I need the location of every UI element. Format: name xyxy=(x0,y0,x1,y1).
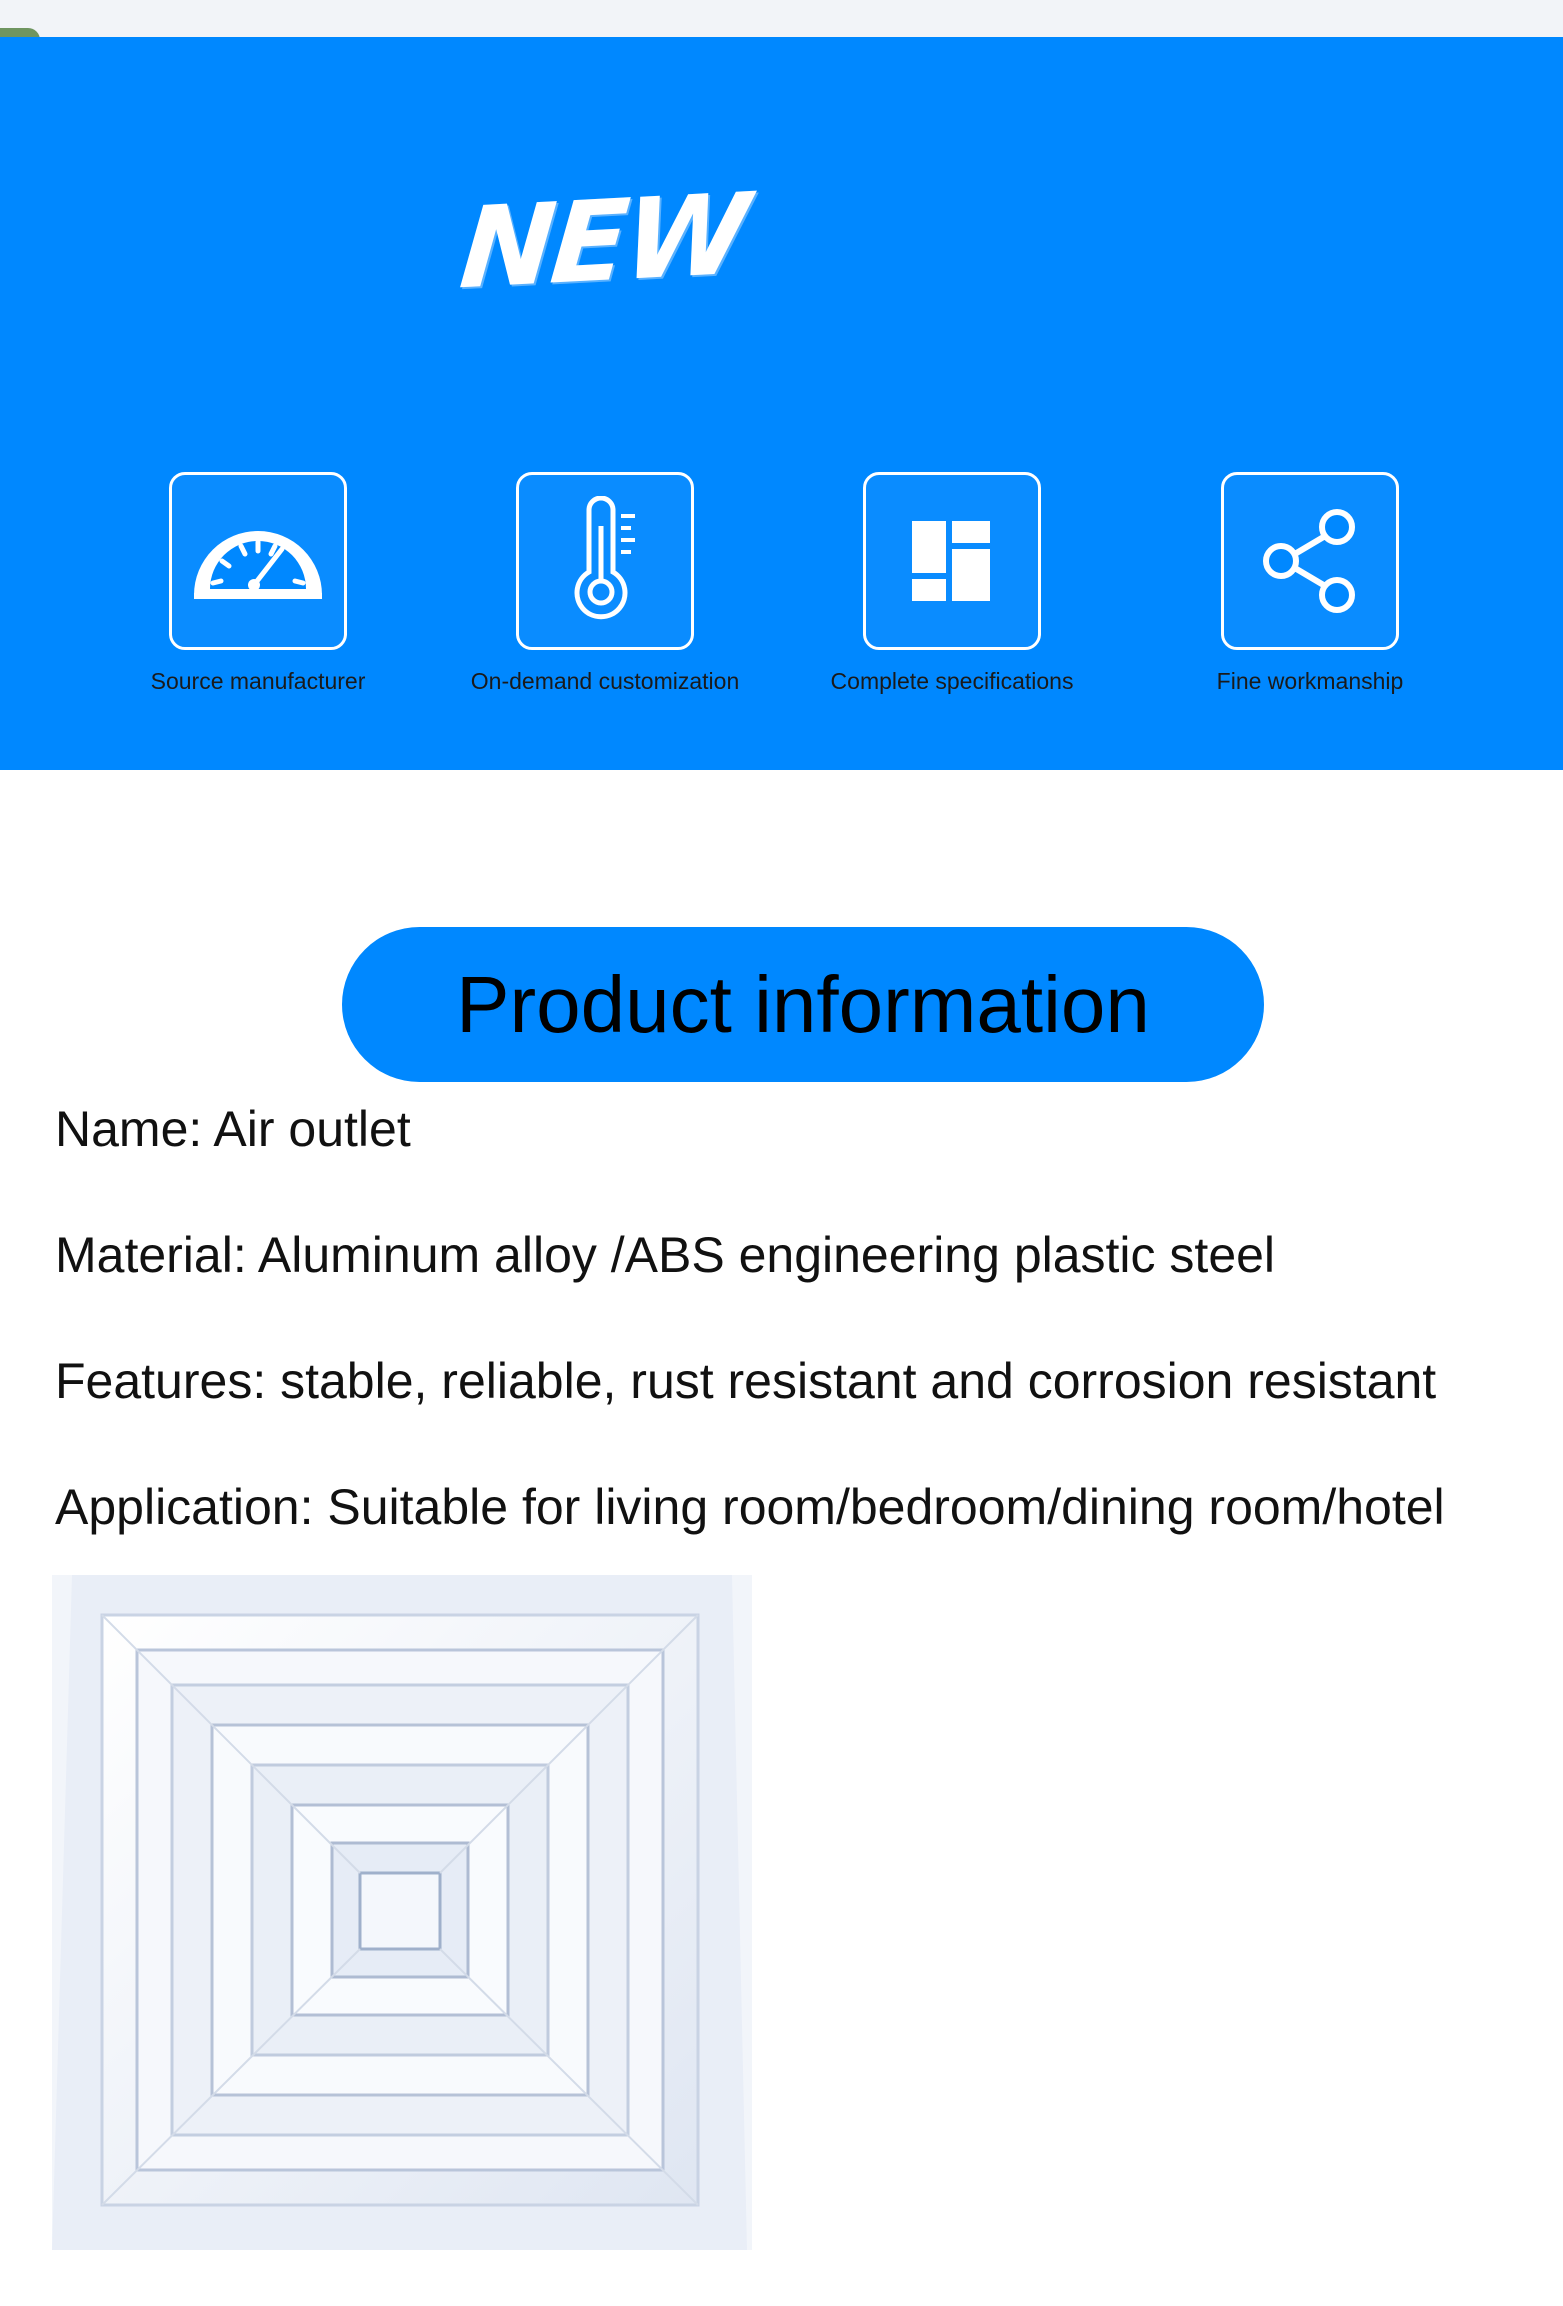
feature-banner xyxy=(0,37,1563,770)
feature-complete-specifications xyxy=(792,472,1112,722)
new-badge: NEW xyxy=(455,169,751,315)
feature-on-demand-customization xyxy=(445,472,765,722)
feature-fine-workmanship xyxy=(1150,472,1470,722)
product-application: Application: Suitable for living room/bedroom/dining room/hotel xyxy=(55,1479,1445,1535)
product-info-heading xyxy=(342,927,1264,1082)
feature-label: Source manufacturer xyxy=(150,668,366,694)
top-strip xyxy=(0,0,1563,37)
product-name: Name: Air outlet xyxy=(55,1101,411,1157)
share-icon xyxy=(1221,472,1399,650)
thermometer-icon xyxy=(516,472,694,650)
product-material: Material: Aluminum alloy /ABS engineering plastic steel xyxy=(55,1227,1276,1283)
speedometer-icon xyxy=(169,472,347,650)
feature-label: Complete specifications xyxy=(830,668,1074,694)
feature-label: Fine workmanship xyxy=(1216,668,1404,694)
product-features: Features: stable, reliable, rust resistant and corrosion resistant xyxy=(55,1353,1437,1409)
feature-label: On-demand customization xyxy=(470,668,740,694)
product-info-heading-text: Product information xyxy=(456,959,1150,1049)
product-photo-air-diffuser xyxy=(52,1575,752,2250)
feature-source-manufacturer xyxy=(98,472,418,722)
grid-blocks-icon xyxy=(863,472,1041,650)
